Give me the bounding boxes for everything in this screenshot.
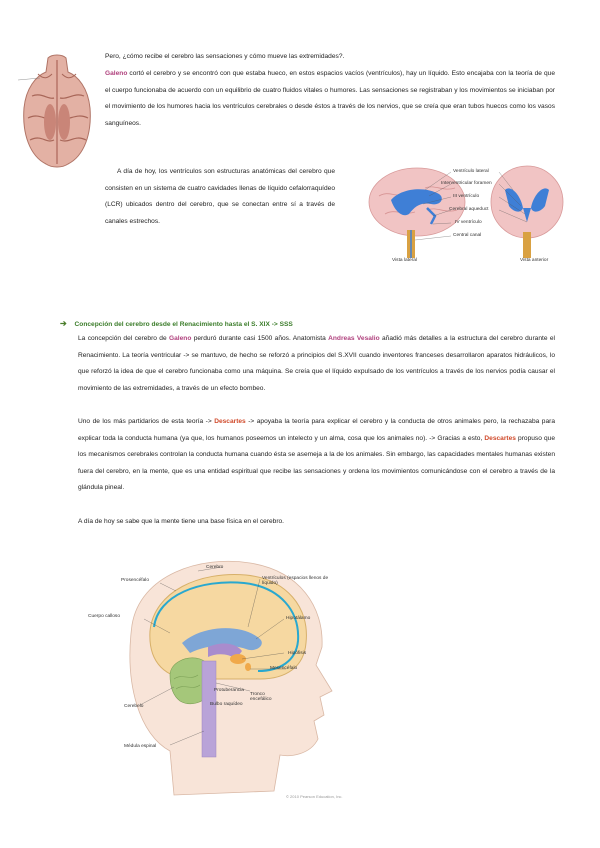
head-label-cerebelo: Cerebelo (124, 704, 144, 709)
p2-descartes-2: Descartes (484, 434, 516, 442)
ventricle-label-fourth: IV ventrículo (455, 220, 482, 225)
ventricle-label-aqueduct: Cerebral aqueduct (449, 207, 489, 212)
renaissance-paragraph-2 (78, 414, 555, 497)
p2-b: -> apoyaba la teoría para explicar el cerebro y la conducta de otros animales pero, la rechazaba para explicar toda la conducta humana (ya que, los humanos poseemos un intelecto y un alma, cosa que los animales no). -> Gracias a esto, (78, 418, 555, 442)
p1-galen: Galeno (169, 335, 192, 342)
head-label-protuberancia: Protuberancia (214, 688, 244, 693)
p2-a: Uno de los más partidarios de esta teoría -> (78, 418, 215, 425)
ventricle-label-third: III ventrículo (453, 194, 480, 199)
intro-question: Pero, ¿cómo recibe el cerebro las sensaciones y cómo mueve las extremidades?. (105, 53, 345, 60)
p1-c: añadió más detalles a la estructura del cerebro durante el Renacimiento. La teoría ventricular -> se mantuvo, de hecho se reforzó a principios del S.XVII cuando inventores franceses desarrollaron aparatos hidráulicos, lo que reforzó la idea de que el cerebro funcionaba como una máquina. Se creía que el líquido expulsado de los ventrículos a través de los nervios podía causar el movimiento de las extremidades, a través de un efecto bombeo. (78, 335, 556, 392)
ventricles-figure (365, 160, 565, 264)
renaissance-paragraph-1 (78, 331, 555, 397)
head-label-cerebro: Cerebro (206, 565, 224, 570)
head-label-prosencefalo: Prosencéfalo (121, 578, 149, 583)
p2-c: propuso que los mecanismos cerebrales controlan la conducta humana cuando ésta se asemeja a la de los animales. Sin embargo, las capacidades mentales humanas existen fuera del cerebro, en la mente, que es una entidad espiritual que recibe las sensaciones y ordena los movimientos comunicándose con el cerebro a través de la glándula pineal. (78, 434, 555, 492)
section-heading-text: Concepción del cerebro desde el Renacimiento hasta el S. XIX -> SSS (74, 321, 293, 328)
intro-galen-paragraph (105, 66, 555, 132)
ventricles-paragraph: A día de hoy, los ventrículos son estructuras anatómicas del cerebro que consisten en un sistema de cuatro cavidades llenas de líquido cefalorraquídeo (LCR) ubicados dentro del cerebro, que se conectan entre sí a través de canales estrechos. (105, 168, 335, 225)
ventricle-caption-right: Vista anterior (520, 258, 549, 263)
p1-a: La concepción del cerebro de (78, 335, 169, 342)
galen-brain-illustration (18, 52, 96, 170)
p1-vesalio: Andreas Vesalio (328, 335, 380, 342)
ventricle-label-foramen: Interventricular foramen (441, 181, 492, 186)
head-brain-figure (110, 555, 360, 805)
arrow-bullet-icon: ➔ (60, 319, 67, 328)
head-label-mesencefalo: Mesencéfalo (270, 666, 298, 671)
head-figure-credit: © 2010 Pearson Education, Inc. (286, 794, 343, 799)
ventricle-caption-left: Vista lateral (392, 258, 417, 263)
head-label-hipofisis: Hipófisis (288, 651, 307, 656)
p1-b: perduró durante casi 1500 años. Anatomista (191, 335, 329, 342)
head-label-medula: Médula espinal (124, 744, 157, 749)
ventricle-label-central-canal: Central canal (453, 233, 482, 238)
head-label-tronco: Tronco encefálico (250, 692, 272, 702)
head-label-cuerpo-calloso: Cuerpo calloso (88, 614, 120, 619)
galen-name: Galeno (105, 70, 128, 77)
galen-text: cortó el cerebro y se encontró con que estaba hueco, en estos espacios vacíos (ventrículos), hay un líquido. Esto encajaba con la teoría de que el cuerpo funcionaba de acuerdo con un equilibrio de cuatro fluidos vitales o humores. Las sensaciones se registraban y los movimientos se iniciaban por el movimiento de los humores hacia los ventrículos cerebrales o desde éstos a través de los nervios, que se creía que eran tubos huecos como los vasos sanguíneos. (105, 70, 555, 127)
p2-descartes-1: Descartes (214, 418, 246, 425)
head-label-ventriculos: Ventrículos (espacios llenos de líquido) (262, 576, 329, 586)
renaissance-paragraph-3: A día de hoy se sabe que la mente tiene una base física en el cerebro. (78, 518, 285, 525)
ventricle-label-lateral: Ventrículo lateral (453, 169, 489, 174)
head-label-hipotalamo: Hipotálamo (286, 616, 311, 621)
head-label-bulbo: Bulbo raquídeo (210, 702, 243, 707)
